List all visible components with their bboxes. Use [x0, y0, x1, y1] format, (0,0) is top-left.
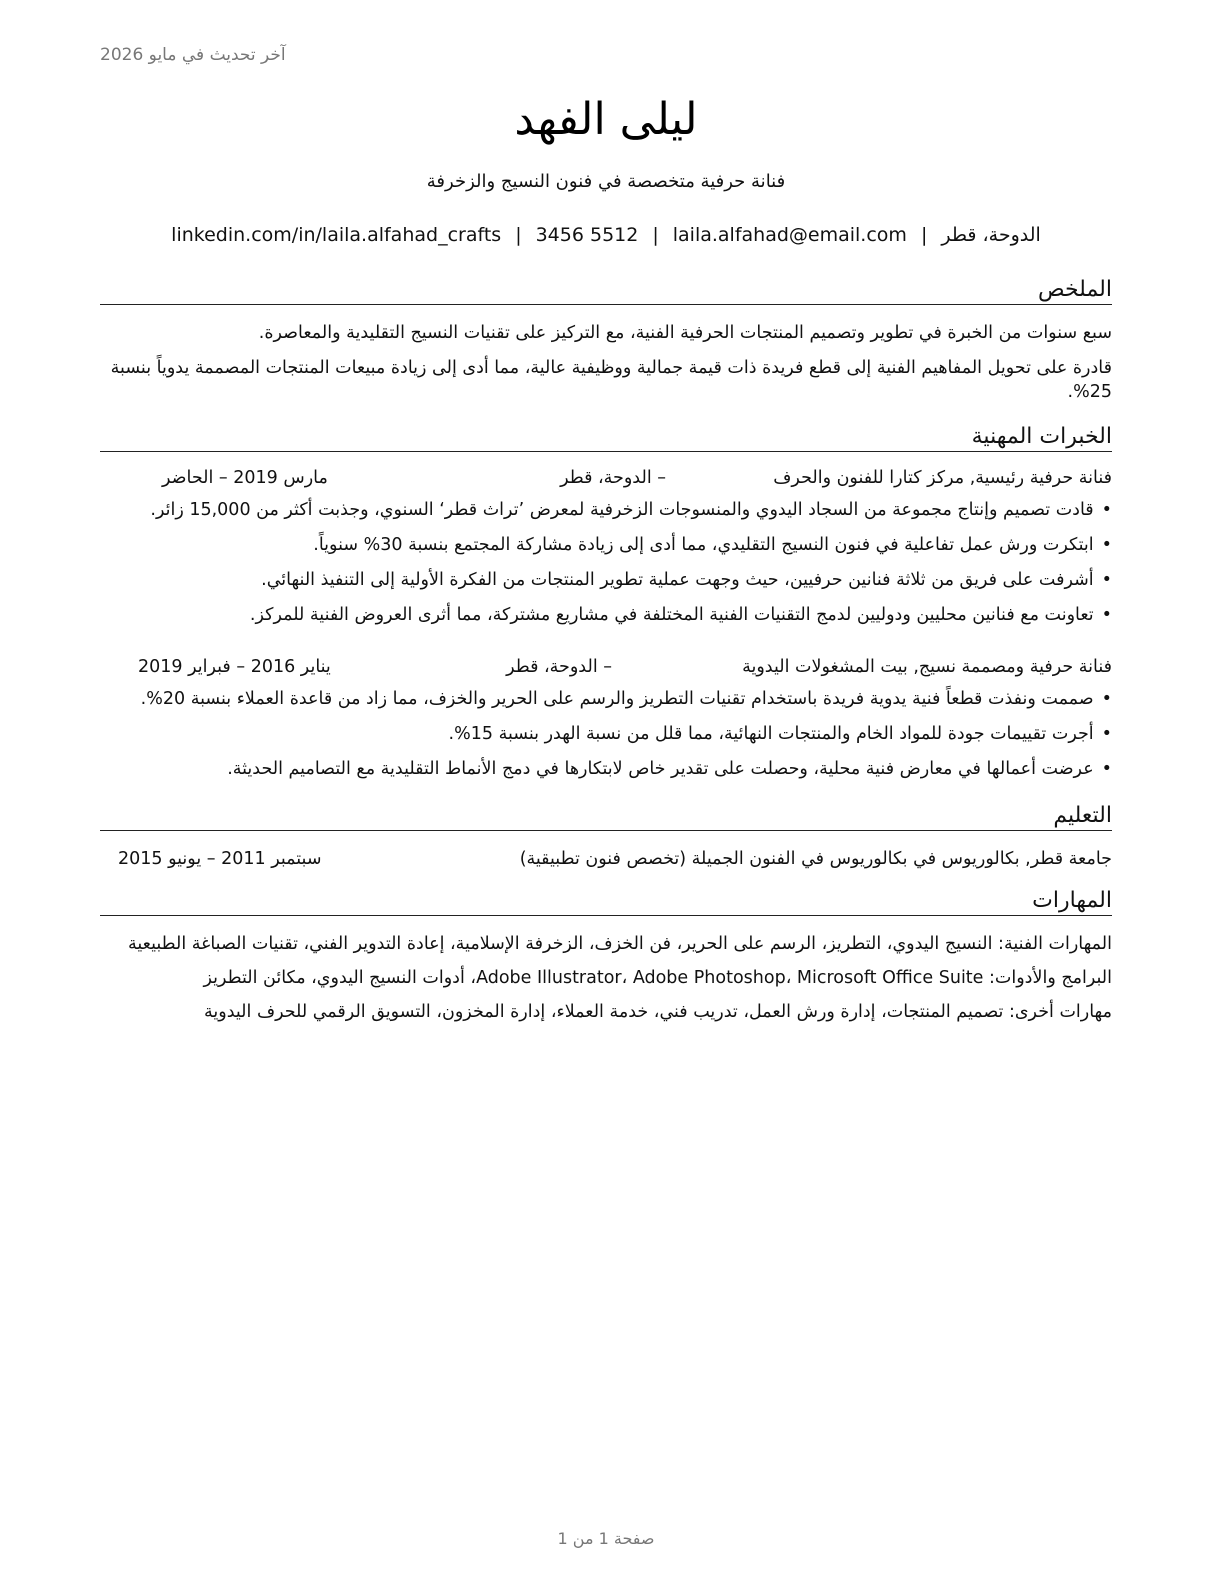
- job-bullet: •صممت ونفذت قطعاً فنية يدوية فريدة باستخدام تقنيات التطريز والرسم على الحرير والخزف، مما زاد من قاعدة العملاء بنسبة 20%.: [140, 689, 1112, 709]
- job-title: فنانة حرفية رئيسية, مركز كتارا للفنون والحرف: [773, 468, 1112, 488]
- job-bullet: •تعاونت مع فنانين محليين ودوليين لدمج التقنيات الفنية المختلفة في مشاريع مشتركة، مما أثرى العروض الفنية للمركز.: [249, 605, 1112, 625]
- experience-heading: الخبرات المهنية: [100, 423, 1112, 452]
- job-date: يناير 2016 – فبراير 2019: [138, 657, 331, 677]
- contact-phone: 3456 5512: [535, 224, 639, 246]
- skills-line: المهارات الفنية: النسيج اليدوي، التطريز، الرسم على الحرير، فن الخزف، الزخرفة الإسلامية، إعادة التدوير الفني، تقنيات الصباغة الطبيعية: [128, 934, 1112, 954]
- job-bullet: •ابتكرت ورش عمل تفاعلية في فنون النسيج التقليدي، مما أدى إلى زيادة مشاركة المجتمع بنسبة 30% سنوياً.: [313, 535, 1112, 555]
- job-location: – الدوحة، قطر: [506, 657, 612, 677]
- skills-line: البرامج والأدوات: Adobe Illustrator، Adobe Photoshop، Microsoft Office Suite، أدوات النسيج اليدوي، مكائن التطريز: [203, 968, 1112, 988]
- contact-separator: |: [920, 224, 928, 246]
- skills-heading: المهارات: [100, 887, 1112, 916]
- contact-email[interactable]: laila.alfahad@email.com: [672, 224, 907, 246]
- summary-line-1: سبع سنوات من الخبرة في تطوير وتصميم المنتجات الحرفية الفنية، مع التركيز على تقنيات النسيج التقليدية والمعاصرة.: [258, 323, 1112, 343]
- candidate-name: ليلى الفهد: [514, 94, 698, 145]
- resume-page: [100, 0, 1112, 1584]
- job-bullet: •قادت تصميم وإنتاج مجموعة من السجاد اليدوي والمنسوجات الزخرفية لمعرض ’تراث قطر‘ السنوي، وجذبت أكثر من 15,000 زائر.: [150, 500, 1112, 520]
- education-entry: [100, 846, 1112, 872]
- summary-line-2: قادرة على تحويل المفاهيم الفنية إلى قطع فريدة ذات قيمة جمالية ووظيفية عالية، مما أدى إلى زيادة مبيعات المنتجات المصممة يدوياً بنسبة 25%.: [110, 358, 1112, 402]
- job-bullet: •عرضت أعمالها في معارض فنية محلية، وحصلت على تقدير خاص لابتكارها في دمج الأنماط التقليدية مع التصاميم الحديثة.: [227, 759, 1112, 779]
- job-bullet: •أجرت تقييمات جودة للمواد الخام والمنتجات النهائية، مما قلل من نسبة الهدر بنسبة 15%.: [448, 724, 1112, 744]
- candidate-tagline: فنانة حرفية متخصصة في فنون النسيج والزخرفة: [426, 171, 786, 192]
- page-number: صفحة 1 من 1: [557, 1529, 655, 1548]
- contact-linkedin[interactable]: linkedin.com/in/laila.alfahad_crafts: [171, 224, 502, 246]
- job-title: فنانة حرفية ومصممة نسيج, بيت المشغولات اليدوية: [742, 657, 1112, 677]
- education-date: سبتمبر 2011 – يونيو 2015: [118, 849, 322, 869]
- education-heading: التعليم: [100, 802, 1112, 831]
- contact-line: [100, 222, 1112, 248]
- education-title: جامعة قطر, بكالوريوس في بكالوريوس في الفنون الجميلة (تخصص فنون تطبيقية): [519, 849, 1112, 869]
- job-header: [100, 465, 1112, 491]
- contact-location: الدوحة، قطر: [941, 224, 1041, 246]
- job-bullet: •أشرفت على فريق من ثلاثة فنانين حرفيين، حيث وجهت عملية تطوير المنتجات من الفكرة الأولية إلى التنفيذ النهائي.: [261, 570, 1112, 590]
- job-date: مارس 2019 – الحاضر: [162, 468, 328, 488]
- contact-separator: |: [652, 224, 659, 246]
- job-header: [100, 654, 1112, 680]
- contact-separator: |: [515, 224, 522, 246]
- summary-heading: الملخص: [100, 276, 1112, 305]
- skills-line: مهارات أخرى: تصميم المنتجات، إدارة ورش العمل، تدريب فني، خدمة العملاء، إدارة المخزون، التسويق الرقمي للحرف اليدوية: [204, 1002, 1112, 1022]
- last-updated-note: آخر تحديث في مايو 2026: [100, 45, 286, 65]
- job-location: – الدوحة، قطر: [560, 468, 666, 488]
